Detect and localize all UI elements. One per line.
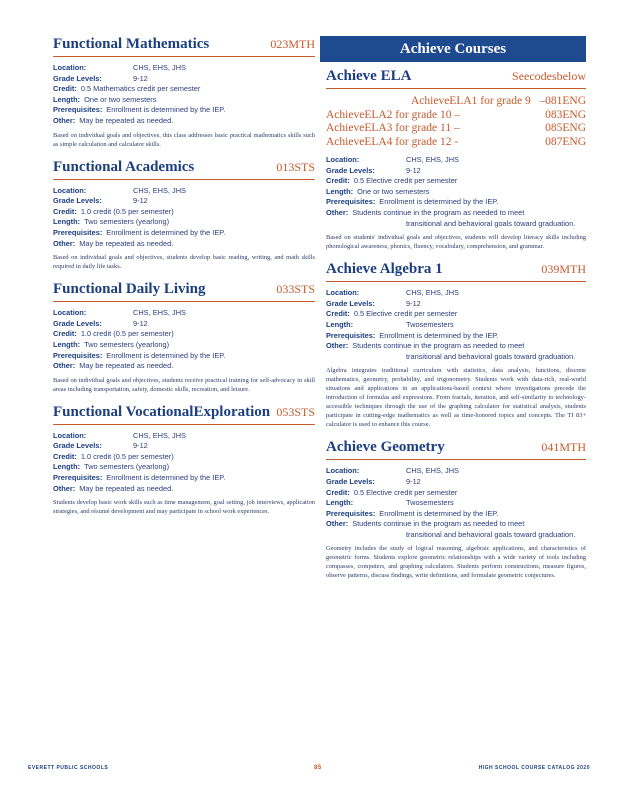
grade-levels-value: 9-12: [133, 196, 148, 206]
other-value: May be repeated as needed.: [79, 238, 174, 248]
other-label: Other:: [53, 115, 76, 125]
credit-value: 1.0 credit (0.5 per semester): [80, 206, 174, 216]
ela-code-row: [326, 95, 586, 109]
course-fields: [53, 431, 315, 495]
course-header: [53, 281, 315, 302]
location-value: CHS, EHS, JHS: [133, 430, 186, 440]
right-column: [326, 36, 586, 590]
course-functional-mathematics: [53, 36, 315, 149]
course-description: Based on individual goals and objectives, students develop basic reading, writing, and math skills required in daily life tasks.: [53, 254, 315, 271]
location-value: CHS, EHS, JHS: [406, 288, 459, 298]
location-label: Location:: [53, 185, 87, 195]
grade-levels-value: 9-12: [133, 318, 148, 328]
location-label: Location:: [53, 430, 87, 440]
other-value: May be repeated as needed.: [79, 361, 174, 371]
course-description: Geometry includes the study of logical reasoning, algebraic applications, and characteristics of geometric forms. Students explore geometric relationships with a wide variety of tools including compasses, computers, and graphing calculators. Students perform constructions, measure figures, observe patterns, discuss findings, write definitions, and formulate geometric conjectures.: [326, 545, 586, 580]
grade-levels-label: Grade Levels:: [53, 196, 102, 206]
location-label: Location:: [326, 466, 360, 476]
course-fields: [326, 155, 586, 229]
other-label: Other:: [53, 361, 76, 371]
other-value: Students continue in the program as needed to meet: [352, 341, 525, 351]
ela-code-value: 083ENG: [545, 108, 586, 121]
other-continued: transitional and behavioral goals toward graduation.: [406, 351, 576, 361]
credit-value: 0.5 Elective credit per semester: [353, 487, 458, 497]
grade-levels-label: Grade Levels:: [326, 476, 375, 486]
course-achieve-algebra-1: [326, 261, 586, 429]
length-label: Length:: [326, 319, 354, 329]
other-continued: transitional and behavioral goals toward graduation.: [406, 529, 576, 539]
prerequisites-label: Prerequisites:: [326, 508, 376, 518]
length-label: Length:: [326, 186, 354, 196]
ela-code-value: 087ENG: [545, 135, 586, 148]
course-functional-academics: [53, 159, 315, 272]
ela-grade-codes: [326, 95, 586, 149]
course-code: 013STS: [276, 159, 315, 174]
credit-label: Credit:: [326, 487, 350, 497]
location-value: CHS, EHS, JHS: [406, 466, 459, 476]
grade-levels-value: 9-12: [406, 476, 421, 486]
course-title: Functional Academics: [53, 158, 195, 175]
grade-levels-label: Grade Levels:: [326, 298, 375, 308]
course-header: [326, 261, 586, 282]
course-fields: [53, 308, 315, 372]
other-value: Students continue in the program as needed to meet: [352, 519, 525, 529]
other-label: Other:: [53, 483, 76, 493]
length-label: Length:: [53, 217, 81, 227]
course-title: Achieve Algebra 1: [326, 261, 443, 278]
ela-code-label: AchieveELA2 for grade 10 –: [326, 108, 461, 121]
length-label: Length:: [53, 339, 81, 349]
course-title: Achieve Geometry: [326, 439, 445, 456]
length-value: Twosemesters: [406, 319, 454, 329]
course-functional-vocational-exploration: [53, 404, 315, 517]
grade-levels-label: Grade Levels:: [326, 165, 375, 175]
other-continued: transitional and behavioral goals toward graduation.: [406, 218, 576, 228]
left-column: [53, 36, 315, 526]
course-achieve-ela: [326, 68, 586, 251]
course-fields: [326, 466, 586, 540]
course-description: Algebra integrates traditional curriculum with statistics, data analysis, functions, discrete mathematics, geometry, probability, and trigonometry. Students work with data-rich, real-world situations and applications in an applications-based context where investigations precede the introduction of formulas and expressions. From fractals, iteration, and self-similarity to technology-accessible techniques through the use of the graphing calculator for statistical analysis, students participate in cutting-edge mathematics as well as time-honored topics and concepts. The TI 83+ calculator is used to enhance this course.: [326, 367, 586, 429]
grade-levels-value: 9-12: [406, 165, 421, 175]
course-code: 053STS: [276, 404, 315, 419]
prerequisites-value: Enrollment is determined by the IEP.: [106, 473, 226, 483]
other-value: May be repeated as needed.: [79, 483, 174, 493]
prerequisites-value: Enrollment is determined by the IEP.: [106, 105, 226, 115]
other-value: May be repeated as needed.: [79, 115, 174, 125]
credit-label: Credit:: [326, 309, 350, 319]
prerequisites-value: Enrollment is determined by the IEP.: [379, 330, 499, 340]
location-value: CHS, EHS, JHS: [133, 63, 186, 72]
credit-value: 0.5 Mathematics credit per semester: [80, 84, 201, 94]
course-code: 039MTH: [541, 262, 586, 277]
grade-levels-value: 9-12: [133, 441, 148, 451]
location-value: CHS, EHS, JHS: [133, 185, 186, 195]
length-label: Length:: [53, 94, 81, 104]
other-label: Other:: [326, 207, 349, 217]
prerequisites-value: Enrollment is determined by the IEP.: [379, 197, 499, 207]
course-header: [326, 68, 586, 89]
course-title: Functional VocationalExploration: [53, 403, 271, 420]
course-header: [53, 159, 315, 180]
prerequisites-label: Prerequisites:: [53, 473, 103, 483]
location-value: CHS, EHS, JHS: [406, 155, 459, 164]
location-label: Location:: [53, 308, 87, 318]
grade-levels-label: Grade Levels:: [53, 318, 102, 328]
page-number: 85: [314, 765, 322, 771]
grade-levels-label: Grade Levels:: [53, 441, 102, 451]
achieve-courses-banner: Achieve Courses: [320, 36, 586, 62]
course-code: 033STS: [276, 282, 315, 297]
location-label: Location:: [53, 63, 87, 72]
course-header: [53, 36, 315, 57]
course-description: Based on individual goals and objectives, this class addresses basic practical mathematics skills such as simple calculation and calculator skills.: [53, 131, 315, 148]
credit-label: Credit:: [53, 84, 77, 94]
length-label: Length:: [326, 498, 354, 508]
course-achieve-geometry: [326, 439, 586, 580]
location-label: Location:: [326, 288, 360, 298]
length-label: Length:: [53, 462, 81, 472]
footer-catalog: HIGH SCHOOL COURSE CATALOG 2020: [478, 765, 590, 771]
course-header: [326, 439, 586, 460]
prerequisites-label: Prerequisites:: [326, 197, 376, 207]
length-value: One or two semesters: [357, 186, 430, 196]
ela-code-value: –081ENG: [539, 95, 586, 107]
ela-code-row: [326, 122, 586, 136]
course-fields: [53, 186, 315, 250]
grade-levels-label: Grade Levels:: [53, 73, 102, 83]
location-label: Location:: [326, 155, 360, 164]
ela-code-label: AchieveELA3 for grade 11 –: [326, 122, 460, 134]
prerequisites-label: Prerequisites:: [326, 330, 376, 340]
ela-code-row: [326, 109, 586, 123]
prerequisites-label: Prerequisites:: [53, 350, 103, 360]
credit-label: Credit:: [53, 206, 77, 216]
course-functional-daily-living: [53, 281, 315, 394]
course-description: Based on individual goals and objectives, students receive practical training for self-advocacy in skill areas including transportation, safety, domestic skills, recreation, and leisure.: [53, 376, 315, 393]
credit-value: 1.0 credit (0.5 per semester): [80, 451, 174, 461]
prerequisites-label: Prerequisites:: [53, 227, 103, 237]
other-label: Other:: [53, 238, 76, 248]
prerequisites-label: Prerequisites:: [53, 105, 103, 115]
length-value: Two semesters (yearlong): [84, 462, 170, 472]
grade-levels-value: 9-12: [133, 73, 148, 83]
other-label: Other:: [326, 341, 349, 351]
course-fields: [53, 63, 315, 127]
length-value: Twosemesters: [406, 498, 454, 508]
credit-value: 0.5 Elective credit per semester: [353, 309, 458, 319]
credit-label: Credit:: [326, 176, 350, 186]
credit-value: 0.5 Elective credit per semester: [353, 176, 458, 186]
course-code: Seecodesbelow: [512, 69, 586, 83]
ela-code-value: 085ENG: [545, 122, 586, 134]
length-value: Two semesters (yearlong): [84, 217, 170, 227]
other-label: Other:: [326, 519, 349, 529]
ela-code-label: AchieveELA4 for grade 12 -: [326, 135, 459, 148]
prerequisites-value: Enrollment is determined by the IEP.: [379, 508, 499, 518]
course-title: Functional Mathematics: [53, 36, 210, 52]
course-title: Functional Daily Living: [53, 281, 206, 298]
prerequisites-value: Enrollment is determined by the IEP.: [106, 350, 226, 360]
course-code: 041MTH: [541, 440, 586, 455]
location-value: CHS, EHS, JHS: [133, 308, 186, 318]
other-value: Students continue in the program as needed to meet: [352, 207, 525, 217]
credit-label: Credit:: [53, 329, 77, 339]
course-title: Achieve ELA: [326, 68, 412, 84]
length-value: Two semesters (yearlong): [84, 339, 170, 349]
length-value: One or two semesters: [84, 94, 157, 104]
prerequisites-value: Enrollment is determined by the IEP.: [106, 227, 226, 237]
credit-value: 1.0 credit (0.5 per semester): [80, 329, 174, 339]
course-description: Students develop basic work skills such as time management, goal setting, job interviews, application strategies, and résumé development and may participate in school work experiences.: [53, 499, 315, 516]
course-fields: [326, 288, 586, 362]
ela-code-label: AchieveELA1 for grade 9: [410, 95, 531, 107]
grade-levels-value: 9-12: [406, 298, 421, 308]
footer-school: EVERETT PUBLIC SCHOOLS: [28, 765, 109, 771]
course-header: [53, 404, 315, 425]
course-description: Based on students' individual goals and objectives, students will develop literacy skills including phonological awareness, phonics, fluency, vocabulary, comprehension, and grammar.: [326, 234, 586, 251]
course-code: 023MTH: [270, 37, 315, 51]
credit-label: Credit:: [53, 451, 77, 461]
ela-code-row: [326, 136, 586, 150]
